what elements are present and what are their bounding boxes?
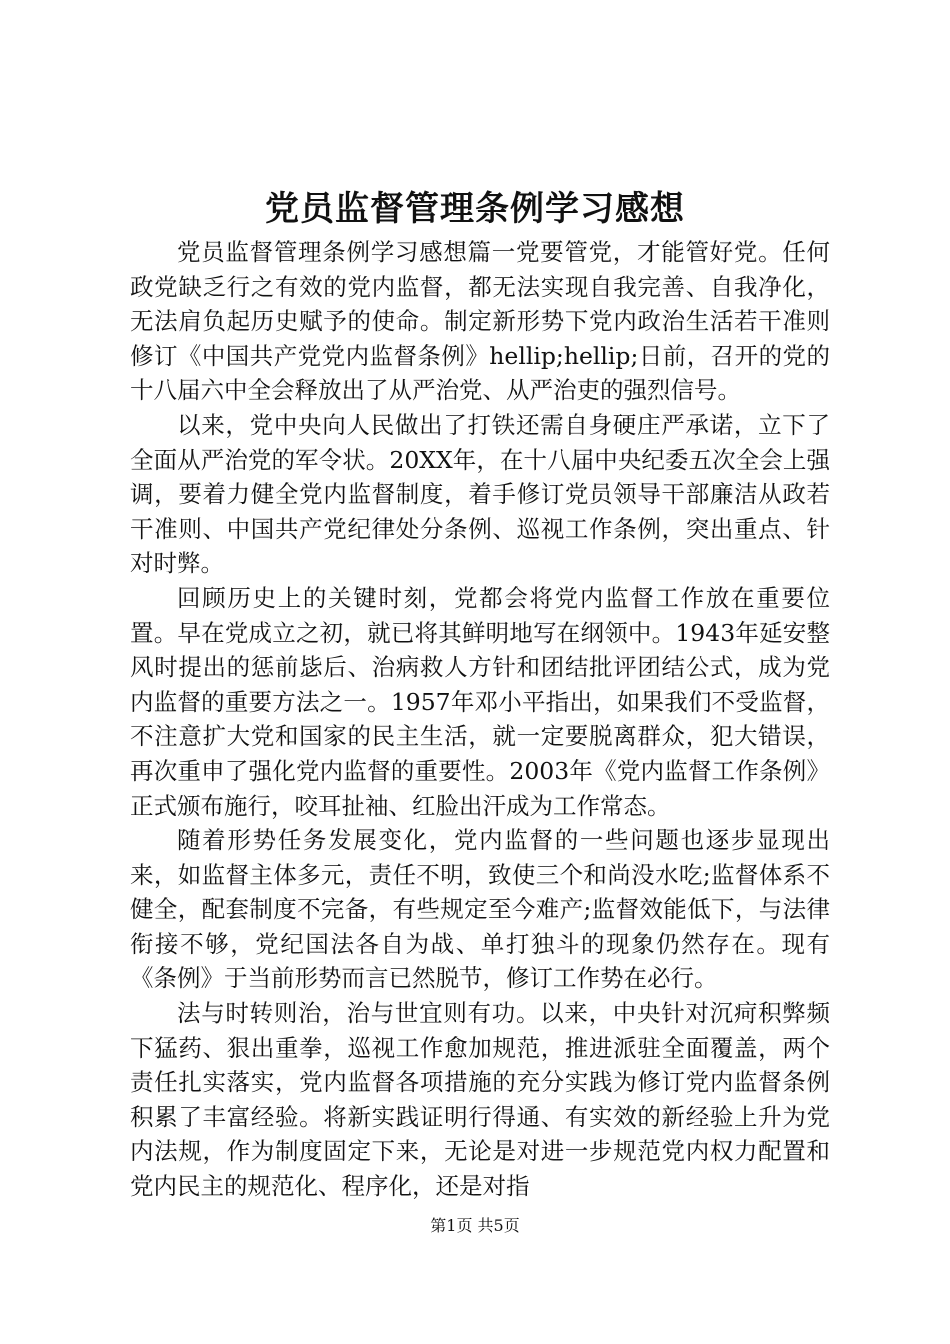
document-body bbox=[130, 235, 830, 1204]
paragraph: 随着形势任务发展变化，党内监督的一些问题也逐步显现出来，如监督主体多元，责任不明，致使三个和尚没水吃;监督体系不健全，配套制度不完备，有些规定至今难产;监督效能低下，与法律衔接不够，党纪国法各自为战、单打独斗的现象仍然存在。现有《条例》于当前形势而言已然脱节，修订工作势在必行。 bbox=[130, 826, 830, 993]
page-number-footer: 第1页 共5页 bbox=[430, 1216, 520, 1235]
paragraph: 回顾历史上的关键时刻，党都会将党内监督工作放在重要位置。早在党成立之初，就已将其鲜明地写在纲领中。1943年延安整风时提出的惩前毖后、治病救人方针和团结批评团结公式，成为党内监督的重要方法之一。1957年邓小平指出，如果我们不受监督，不注意扩大党和国家的民主生活，就一定要脱离群众，犯大错误，再次重申了强化党内监督的重要性。2003年《党内监督工作条例》正式颁布施行，咬耳扯袖、红脸出汗成为工作常态。 bbox=[130, 583, 830, 820]
paragraph: 以来，党中央向人民做出了打铁还需自身硬庄严承诺，立下了全面从严治党的军令状。20XX年，在十八届中央纪委五次全会上强调，要着力健全党内监督制度，着手修订党员领导干部廉洁从政若干准则、中国共产党纪律处分条例、巡视工作条例，突出重点、针对时弊。 bbox=[130, 410, 830, 578]
paragraph: 党员监督管理条例学习感想篇一党要管党，才能管好党。任何政党缺乏行之有效的党内监督，都无法实现自我完善、自我净化，无法肩负起历史赋予的使命。制定新形势下党内政治生活若干准则修订《中国共产党党内监督条例》hellip;hellip;日前，召开的党的十八届六中全会释放出了从严治党、从严治吏的强烈信号。 bbox=[130, 238, 830, 405]
paragraph: 法与时转则治，治与世宜则有功。以来，中央针对沉疴积弊频下猛药、狠出重拳，巡视工作愈加规范，推进派驻全面覆盖，两个责任扎实落实，党内监督各项措施的充分实践为修订党内监督条例积累了丰富经验。将新实践证明行得通、有实效的新经验上升为党内法规，作为制度固定下来，无论是对进一步规范党内权力配置和党内民主的规范化、程序化，还是对指 bbox=[130, 999, 830, 1201]
document-title: 党员监督管理条例学习感想 bbox=[265, 189, 685, 229]
